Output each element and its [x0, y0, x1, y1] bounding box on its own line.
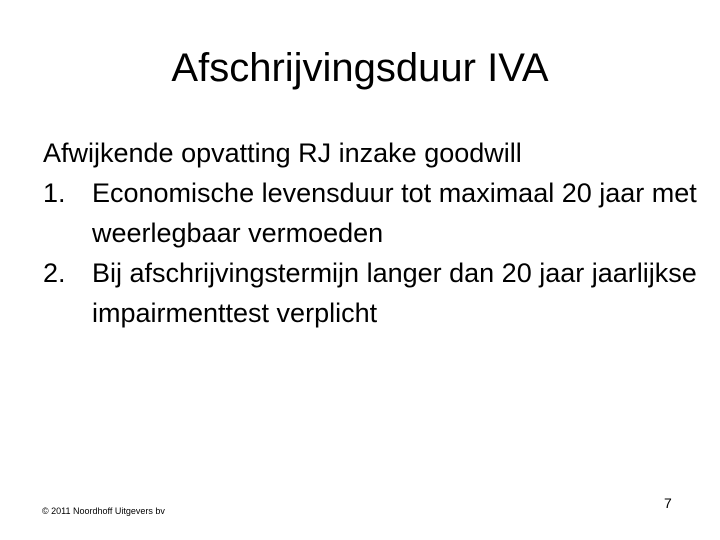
- page-number: 7: [664, 495, 672, 511]
- list-item-text: Economische levensduur tot maximaal 20 jaar met weerlegbaar vermoeden: [92, 178, 697, 248]
- slide-title: Afschrijvingsduur IVA: [171, 46, 549, 90]
- list-item-number: 2.: [43, 258, 66, 288]
- numbered-list: [43, 173, 703, 333]
- slide-body: [43, 133, 703, 333]
- list-item: [43, 173, 703, 253]
- copyright-footer: © 2011 Noordhoff Uitgevers bv: [42, 506, 165, 516]
- intro-text: Afwijkende opvatting RJ inzake goodwill: [43, 138, 522, 168]
- list-item-number: 1.: [43, 178, 66, 208]
- list-item: [43, 253, 703, 333]
- list-item-text: Bij afschrijvingstermijn langer dan 20 jaar jaarlijkse impairmenttest verplicht: [92, 258, 697, 328]
